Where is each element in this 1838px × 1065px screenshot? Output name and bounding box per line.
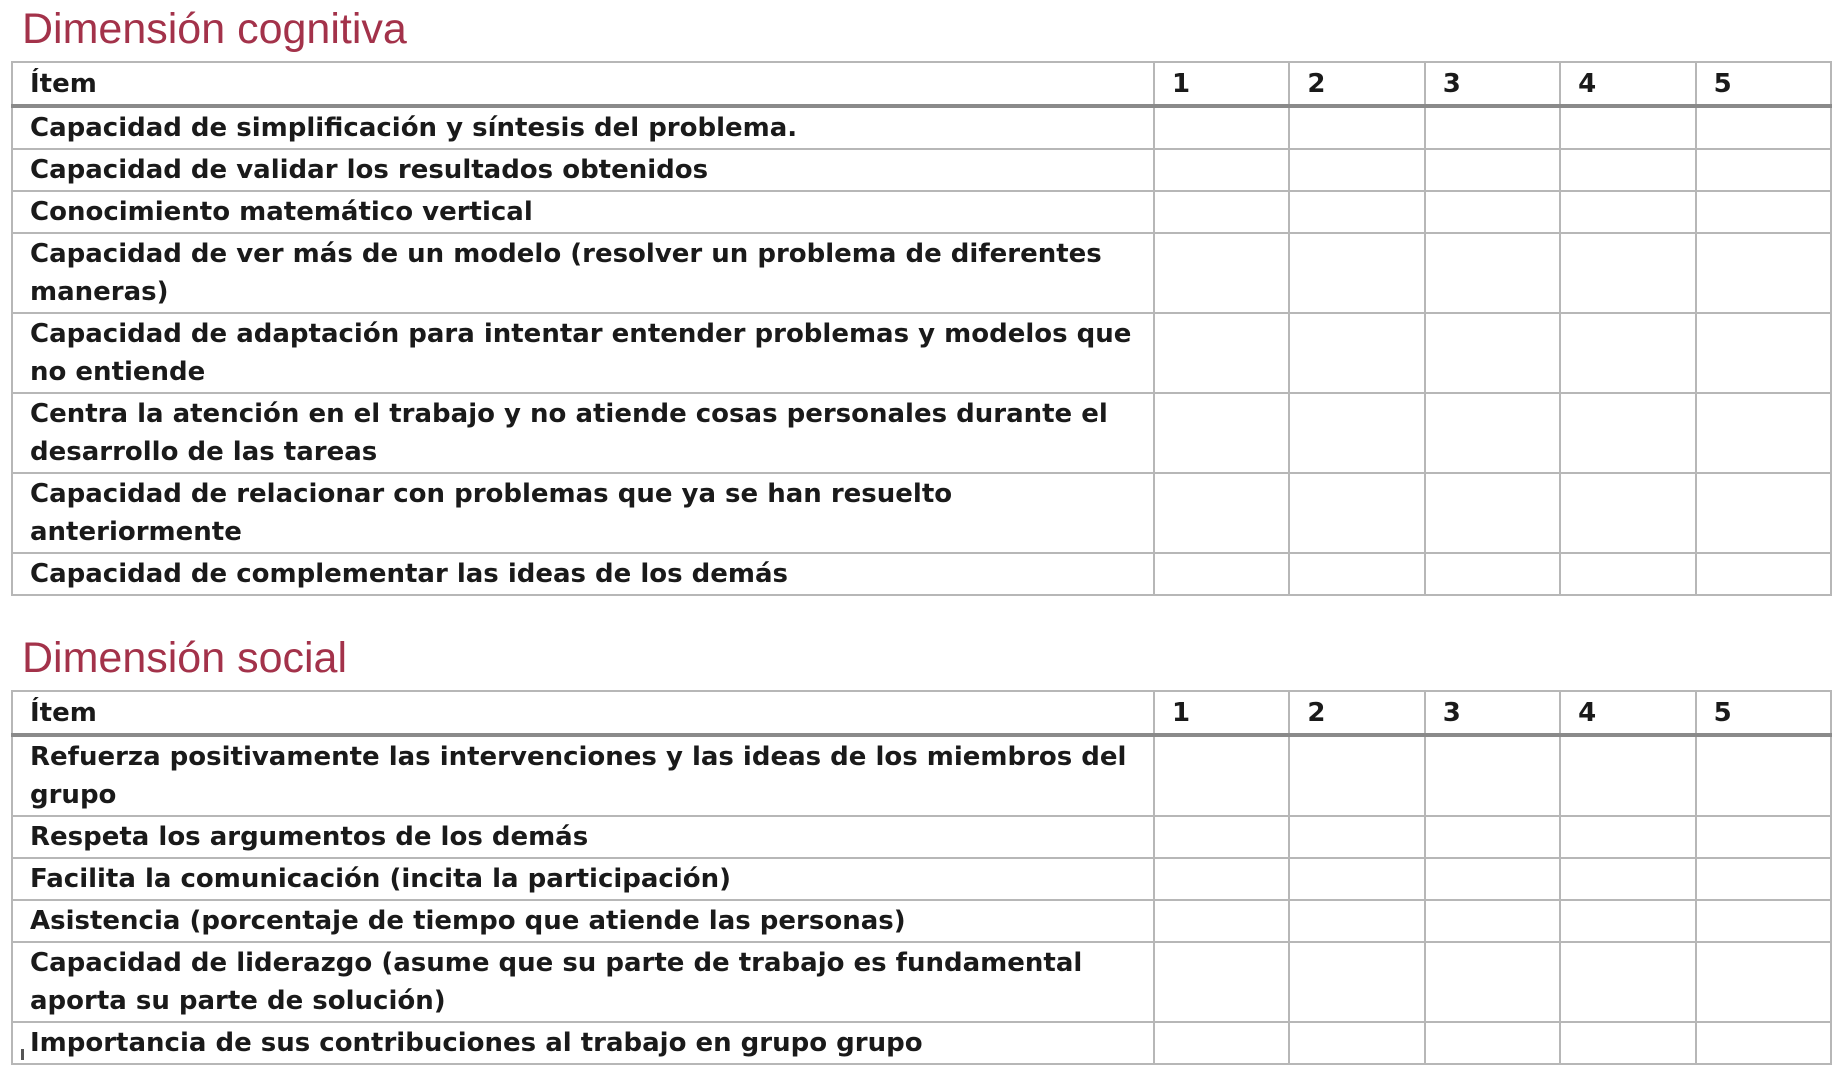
score-cell-5[interactable] (1696, 942, 1831, 1022)
score-cell-1[interactable] (1154, 553, 1289, 595)
item-label: Capacidad de simplificación y síntesis del problema. (12, 106, 1154, 149)
score-cell-3[interactable] (1425, 553, 1560, 595)
score-cell-5[interactable] (1696, 233, 1831, 313)
score-cell-4[interactable] (1560, 233, 1695, 313)
score-cell-2[interactable] (1289, 735, 1424, 816)
score-cell-1[interactable] (1154, 735, 1289, 816)
score-cell-5[interactable] (1696, 900, 1831, 942)
social-rubric-table (11, 690, 1832, 1065)
table-row (12, 1022, 1831, 1064)
table-row (12, 233, 1831, 313)
score-cell-3[interactable] (1425, 735, 1560, 816)
score-cell-5[interactable] (1696, 473, 1831, 553)
score-cell-1[interactable] (1154, 942, 1289, 1022)
item-label: Facilita la comunicación (incita la participación) (12, 858, 1154, 900)
item-label: Capacidad de validar los resultados obtenidos (12, 149, 1154, 191)
text-cursor-mark (21, 1049, 24, 1060)
score-cell-4[interactable] (1560, 313, 1695, 393)
score-cell-5[interactable] (1696, 858, 1831, 900)
score-cell-1[interactable] (1154, 816, 1289, 858)
score-cell-4[interactable] (1560, 816, 1695, 858)
score-cell-2[interactable] (1289, 900, 1424, 942)
score-cell-3[interactable] (1425, 1022, 1560, 1064)
score-cell-5[interactable] (1696, 553, 1831, 595)
table-header-row (12, 691, 1831, 735)
table-row (12, 191, 1831, 233)
table-header-row (12, 62, 1831, 106)
column-header-score-1: 1 (1154, 62, 1289, 106)
score-cell-1[interactable] (1154, 473, 1289, 553)
score-cell-5[interactable] (1696, 149, 1831, 191)
score-cell-2[interactable] (1289, 393, 1424, 473)
score-cell-2[interactable] (1289, 1022, 1424, 1064)
score-cell-4[interactable] (1560, 473, 1695, 553)
table-row (12, 149, 1831, 191)
score-cell-3[interactable] (1425, 106, 1560, 149)
score-cell-2[interactable] (1289, 191, 1424, 233)
score-cell-2[interactable] (1289, 816, 1424, 858)
score-cell-3[interactable] (1425, 816, 1560, 858)
score-cell-1[interactable] (1154, 149, 1289, 191)
table-row (12, 313, 1831, 393)
table-row (12, 553, 1831, 595)
column-header-score-3: 3 (1425, 691, 1560, 735)
score-cell-3[interactable] (1425, 191, 1560, 233)
column-header-score-5: 5 (1696, 691, 1831, 735)
score-cell-2[interactable] (1289, 553, 1424, 595)
score-cell-1[interactable] (1154, 233, 1289, 313)
score-cell-2[interactable] (1289, 149, 1424, 191)
item-label: Capacidad de liderazgo (asume que su parte de trabajo es fundamental aporta su parte de solución) (12, 942, 1154, 1022)
score-cell-1[interactable] (1154, 313, 1289, 393)
column-header-score-2: 2 (1289, 691, 1424, 735)
item-label: Capacidad de relacionar con problemas que ya se han resuelto anteriormente (12, 473, 1154, 553)
score-cell-4[interactable] (1560, 735, 1695, 816)
column-header-score-4: 4 (1560, 691, 1695, 735)
cognitive-rubric-table (11, 61, 1832, 596)
score-cell-5[interactable] (1696, 106, 1831, 149)
table-row (12, 816, 1831, 858)
score-cell-3[interactable] (1425, 233, 1560, 313)
table-row (12, 106, 1831, 149)
score-cell-1[interactable] (1154, 191, 1289, 233)
score-cell-2[interactable] (1289, 313, 1424, 393)
score-cell-4[interactable] (1560, 191, 1695, 233)
score-cell-2[interactable] (1289, 942, 1424, 1022)
score-cell-3[interactable] (1425, 900, 1560, 942)
section-title-social: Dimensión social (22, 634, 348, 682)
score-cell-1[interactable] (1154, 393, 1289, 473)
score-cell-3[interactable] (1425, 473, 1560, 553)
table-row (12, 858, 1831, 900)
score-cell-3[interactable] (1425, 858, 1560, 900)
score-cell-2[interactable] (1289, 858, 1424, 900)
score-cell-2[interactable] (1289, 106, 1424, 149)
item-label: Centra la atención en el trabajo y no atiende cosas personales durante el desarrollo de las tareas (12, 393, 1154, 473)
score-cell-3[interactable] (1425, 393, 1560, 473)
score-cell-5[interactable] (1696, 1022, 1831, 1064)
table-row (12, 900, 1831, 942)
item-label: Capacidad de complementar las ideas de los demás (12, 553, 1154, 595)
score-cell-4[interactable] (1560, 1022, 1695, 1064)
score-cell-3[interactable] (1425, 942, 1560, 1022)
score-cell-4[interactable] (1560, 149, 1695, 191)
column-header-score-5: 5 (1696, 62, 1831, 106)
score-cell-4[interactable] (1560, 942, 1695, 1022)
column-header-item: Ítem (12, 691, 1154, 735)
column-header-item: Ítem (12, 62, 1154, 106)
score-cell-5[interactable] (1696, 313, 1831, 393)
score-cell-5[interactable] (1696, 191, 1831, 233)
score-cell-3[interactable] (1425, 149, 1560, 191)
item-label: Capacidad de adaptación para intentar entender problemas y modelos que no entiende (12, 313, 1154, 393)
score-cell-5[interactable] (1696, 735, 1831, 816)
item-label: Asistencia (porcentaje de tiempo que atiende las personas) (12, 900, 1154, 942)
score-cell-4[interactable] (1560, 553, 1695, 595)
score-cell-4[interactable] (1560, 900, 1695, 942)
score-cell-5[interactable] (1696, 816, 1831, 858)
score-cell-1[interactable] (1154, 858, 1289, 900)
score-cell-4[interactable] (1560, 858, 1695, 900)
table-row (12, 735, 1831, 816)
score-cell-1[interactable] (1154, 106, 1289, 149)
item-label: Refuerza positivamente las intervenciones y las ideas de los miembros del grupo (12, 735, 1154, 816)
column-header-score-1: 1 (1154, 691, 1289, 735)
column-header-score-2: 2 (1289, 62, 1424, 106)
section-title-cognitive: Dimensión cognitiva (22, 5, 407, 53)
score-cell-4[interactable] (1560, 106, 1695, 149)
table-row (12, 942, 1831, 1022)
score-cell-1[interactable] (1154, 1022, 1289, 1064)
item-label: Capacidad de ver más de un modelo (resolver un problema de diferentes maneras) (12, 233, 1154, 313)
score-cell-5[interactable] (1696, 393, 1831, 473)
score-cell-3[interactable] (1425, 313, 1560, 393)
item-label: Importancia de sus contribuciones al trabajo en grupo grupo (12, 1022, 1154, 1064)
score-cell-4[interactable] (1560, 393, 1695, 473)
score-cell-2[interactable] (1289, 473, 1424, 553)
score-cell-1[interactable] (1154, 900, 1289, 942)
column-header-score-4: 4 (1560, 62, 1695, 106)
column-header-score-3: 3 (1425, 62, 1560, 106)
score-cell-2[interactable] (1289, 233, 1424, 313)
table-row (12, 473, 1831, 553)
item-label: Respeta los argumentos de los demás (12, 816, 1154, 858)
item-label: Conocimiento matemático vertical (12, 191, 1154, 233)
table-row (12, 393, 1831, 473)
